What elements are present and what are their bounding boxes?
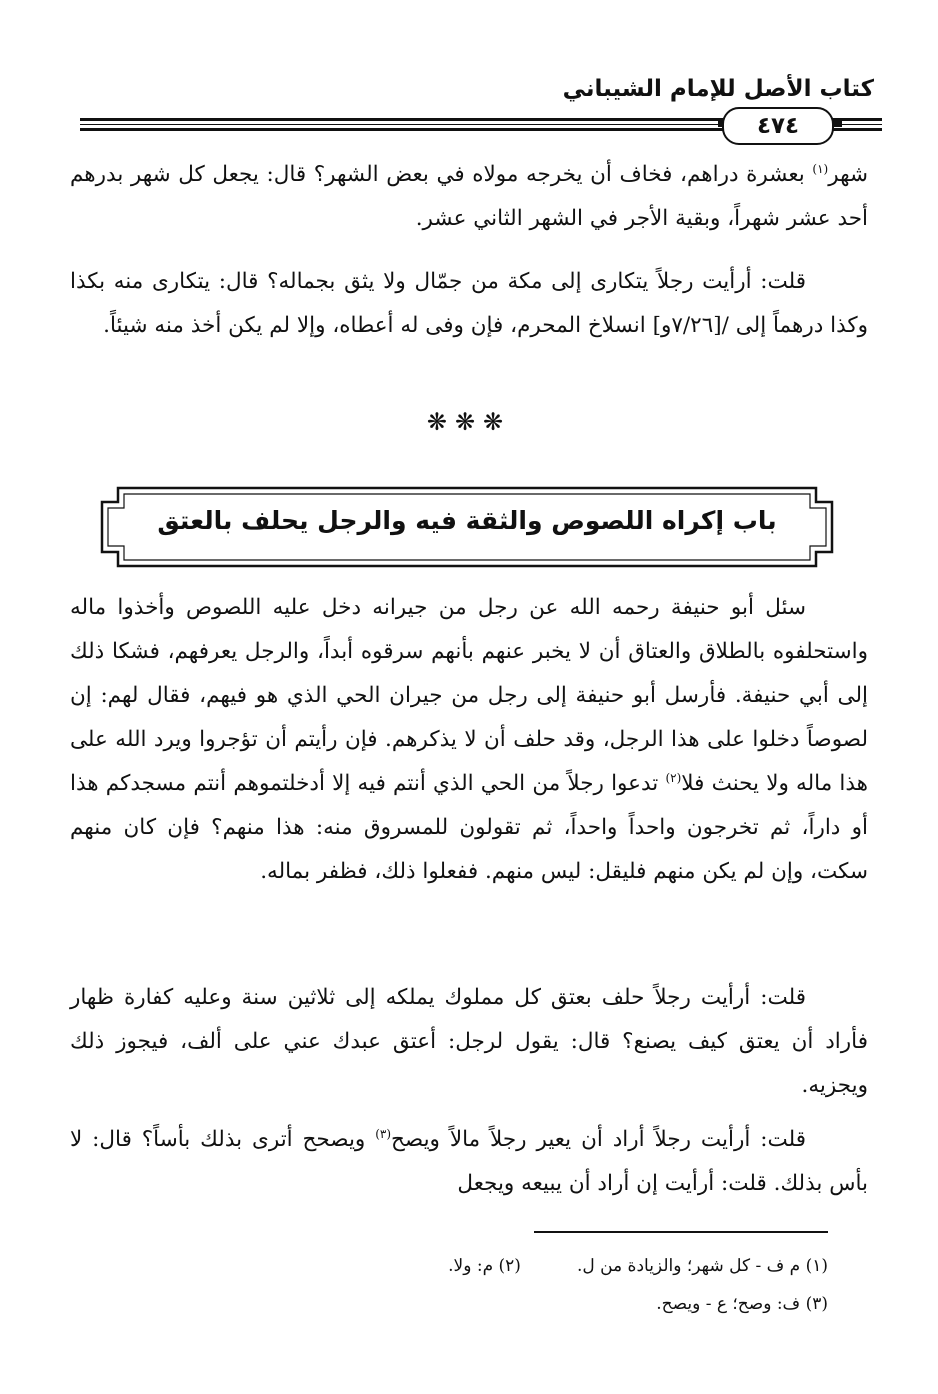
running-header-title: كتاب الأصل للإمام الشيباني [562, 76, 874, 102]
footnote-3: (٣) ف: وصح؛ ع - ويصح. [656, 1294, 828, 1314]
chapter-heading-frame [100, 486, 834, 568]
paragraph-text: سئل أبو حنيفة رحمه الله عن رجل من جيرانه دخل عليه اللصوص وأخذوا ماله واستحلفوه بالطلاق والعتاق أن لا يخبر عنهم بأنهم سرقوه أبداً، والرجل يعرفهم، فشكا ذلك إلى أبي حنيفة. فأرسل أبو حنيفة إلى رجل من جيران الحي الذي هو فيهم، فقال لهم: إن لصوصاً دخلوا على هذا الرجل، وقد حلف أن لا يذكرهم. فإن رأيتم أن تؤجروا ويرد الله على هذا ماله ولا يحنث فلا [70, 595, 868, 796]
chapter-title: باب إكراه اللصوص والثقة فيه والرجل يحلف بالعتق [157, 506, 777, 535]
footnote-1: (١) م ف - كل شهر؛ والزيادة من ل. [576, 1256, 828, 1276]
footnote-line [268, 1247, 828, 1285]
paragraph-text: شهر [828, 162, 868, 187]
footnote-marker: (٢) [665, 770, 682, 785]
paragraph-continuation [70, 153, 868, 241]
paragraph-question-lending [70, 1118, 868, 1206]
footnote-line [268, 1285, 828, 1323]
footnote-marker: (١) [812, 161, 829, 176]
paragraph-text: بعشرة دراهم، فخاف أن يخرجه مولاه في بعض الشهر؟ قال: يجعل كل شهر بدرهم أحد عشر شهراً، وبقية الأجر في الشهر الثاني عشر. [70, 162, 868, 231]
paragraph-text: قلت: أرأيت رجلاً حلف بعتق كل مملوك يملكه إلى ثلاثين سنة وعليه كفارة ظهار فأراد أن يعتق كيف يصنع؟ قال: يقول لرجل: أعتق عبدك عني على ألف، فيجوز ذلك ويجزيه. [70, 985, 868, 1098]
paragraph-abu-hanifa-story [70, 586, 868, 894]
paragraph-text: قلت: أرأيت رجلاً يتكارى إلى مكة من جمّال ولا يثق بجماله؟ قال: يتكارى منه بكذا وكذا درهماً إلى /[٧/٢٦و] انسلاخ المحرم، فإن وفى له أعطاه، وإلا لم يكن أخذ منه شيئاً. [70, 269, 868, 338]
page-number: ٤٧٤ [722, 107, 834, 145]
section-ornament: ❋❋❋ [426, 408, 512, 436]
footnote-marker: (٣) [375, 1126, 392, 1141]
paragraph-text: قلت: أرأيت رجلاً أراد أن يعير رجلاً مالاً ويصح [391, 1127, 806, 1152]
footnote-2: (٢) م: ولا. [448, 1256, 521, 1276]
footnote-separator [534, 1231, 828, 1233]
footnotes [268, 1247, 828, 1323]
paragraph-question-emancipation [70, 976, 868, 1108]
paragraph-text: تدعوا رجلاً من الحي الذي أنتم فيه إلا أدخلتموهم أنتم مسجدكم هذا أو داراً، ثم تخرجون واحداً واحداً، ثم تقولون للمسروق منه: هذا منهم؟ فإن كان منهم سكت، وإن لم يكن منهم فليقل: ليس منهم. ففعلوا ذلك، فظفر بماله. [70, 771, 868, 884]
paragraph-question-camel [70, 260, 868, 348]
paragraph-text: ويصحح أترى بذلك بأساً؟ قال: لا بأس بذلك. قلت: أرأيت إن أراد أن يبيعه ويجعل [70, 1127, 868, 1196]
